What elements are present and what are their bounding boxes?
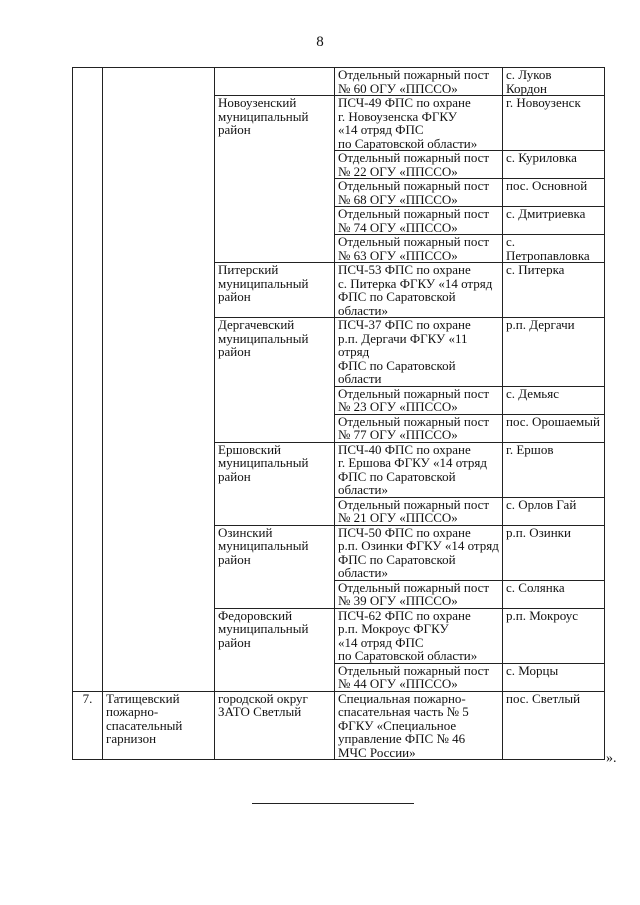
settlement-cell: с. Куриловка	[503, 151, 605, 179]
unit-cell: Отдельный пожарный пост № 23 ОГУ «ППССО»	[335, 386, 503, 414]
settlement-cell: с. Питерка	[503, 263, 605, 318]
unit-cell: ПСЧ-37 ФПС по охране р.п. Дергачи ФГКУ «11 отряд ФПС по Саратовской области	[335, 318, 503, 387]
settlement-cell: пос. Основной	[503, 179, 605, 207]
settlement-cell: с. Петропавловка	[503, 235, 605, 263]
page-number: 8	[316, 34, 324, 50]
district-cell	[215, 68, 335, 96]
district-cell: Новоузенский муниципальный район	[215, 96, 335, 263]
unit-cell: Отдельный пожарный пост № 74 ОГУ «ППССО»	[335, 207, 503, 235]
district-cell: Питерский муниципальный район	[215, 263, 335, 318]
settlement-cell: с. Луков Кордон	[503, 68, 605, 96]
unit-cell: Отдельный пожарный пост № 68 ОГУ «ППССО»	[335, 179, 503, 207]
settlement-cell: с. Дмитриевка	[503, 207, 605, 235]
settlement-cell: г. Новоузенск	[503, 96, 605, 151]
unit-cell: Отдельный пожарный пост № 44 ОГУ «ППССО»	[335, 663, 503, 691]
district-cell: Озинский муниципальный район	[215, 525, 335, 608]
settlement-cell: г. Ершов	[503, 442, 605, 497]
table-row	[73, 691, 605, 760]
unit-cell: Отдельный пожарный пост № 77 ОГУ «ППССО»	[335, 414, 503, 442]
district-cell: городской округ ЗАТО Светлый	[215, 691, 335, 760]
unit-cell: Отдельный пожарный пост № 39 ОГУ «ППССО»	[335, 580, 503, 608]
district-cell: Федоровский муниципальный район	[215, 608, 335, 691]
row-number-cell: 7.	[73, 691, 103, 760]
closing-quote: ».	[606, 751, 617, 766]
settlement-cell: р.п. Дергачи	[503, 318, 605, 387]
garrison-cell	[103, 68, 215, 692]
unit-cell: ПСЧ-62 ФПС по охране р.п. Мокроус ФГКУ «14 отряд ФПС по Саратовской области»	[335, 608, 503, 663]
unit-cell: ПСЧ-40 ФПС по охране г. Ершова ФГКУ «14 отряд ФПС по Саратовской области»	[335, 442, 503, 497]
settlement-cell: с. Солянка	[503, 580, 605, 608]
settlement-cell: с. Орлов Гай	[503, 497, 605, 525]
unit-cell: Отдельный пожарный пост № 60 ОГУ «ППССО»	[335, 68, 503, 96]
row-number-cell	[73, 68, 103, 692]
unit-cell: Отдельный пожарный пост № 63 ОГУ «ППССО»	[335, 235, 503, 263]
settlement-cell: пос. Орошаемый	[503, 414, 605, 442]
unit-cell: Отдельный пожарный пост № 21 ОГУ «ППССО»	[335, 497, 503, 525]
settlement-cell: с. Морцы	[503, 663, 605, 691]
unit-cell: ПСЧ-50 ФПС по охране р.п. Озинки ФГКУ «14 отряд ФПС по Саратовской области»	[335, 525, 503, 580]
settlement-cell: пос. Светлый	[503, 691, 605, 760]
district-cell: Дергачевский муниципальный район	[215, 318, 335, 443]
unit-cell: Специальная пожарно- спасательная часть № 5 ФГКУ «Специальное управление ФПС № 46 МЧС России»	[335, 691, 503, 760]
unit-cell: ПСЧ-49 ФПС по охране г. Новоузенска ФГКУ «14 отряд ФПС по Саратовской области»	[335, 96, 503, 151]
settlement-cell: р.п. Озинки	[503, 525, 605, 580]
unit-cell: ПСЧ-53 ФПС по охране с. Питерка ФГКУ «14 отряд ФПС по Саратовской области»	[335, 263, 503, 318]
unit-cell: Отдельный пожарный пост № 22 ОГУ «ППССО»	[335, 151, 503, 179]
settlement-cell: с. Демьяс	[503, 386, 605, 414]
garrison-cell: Татищевский пожарно- спасательный гарнизон	[103, 691, 215, 760]
district-cell: Ершовский муниципальный район	[215, 442, 335, 525]
footer-divider	[252, 803, 414, 804]
fire-units-table	[72, 67, 605, 760]
settlement-cell: р.п. Мокроус	[503, 608, 605, 663]
table-row	[73, 68, 605, 96]
